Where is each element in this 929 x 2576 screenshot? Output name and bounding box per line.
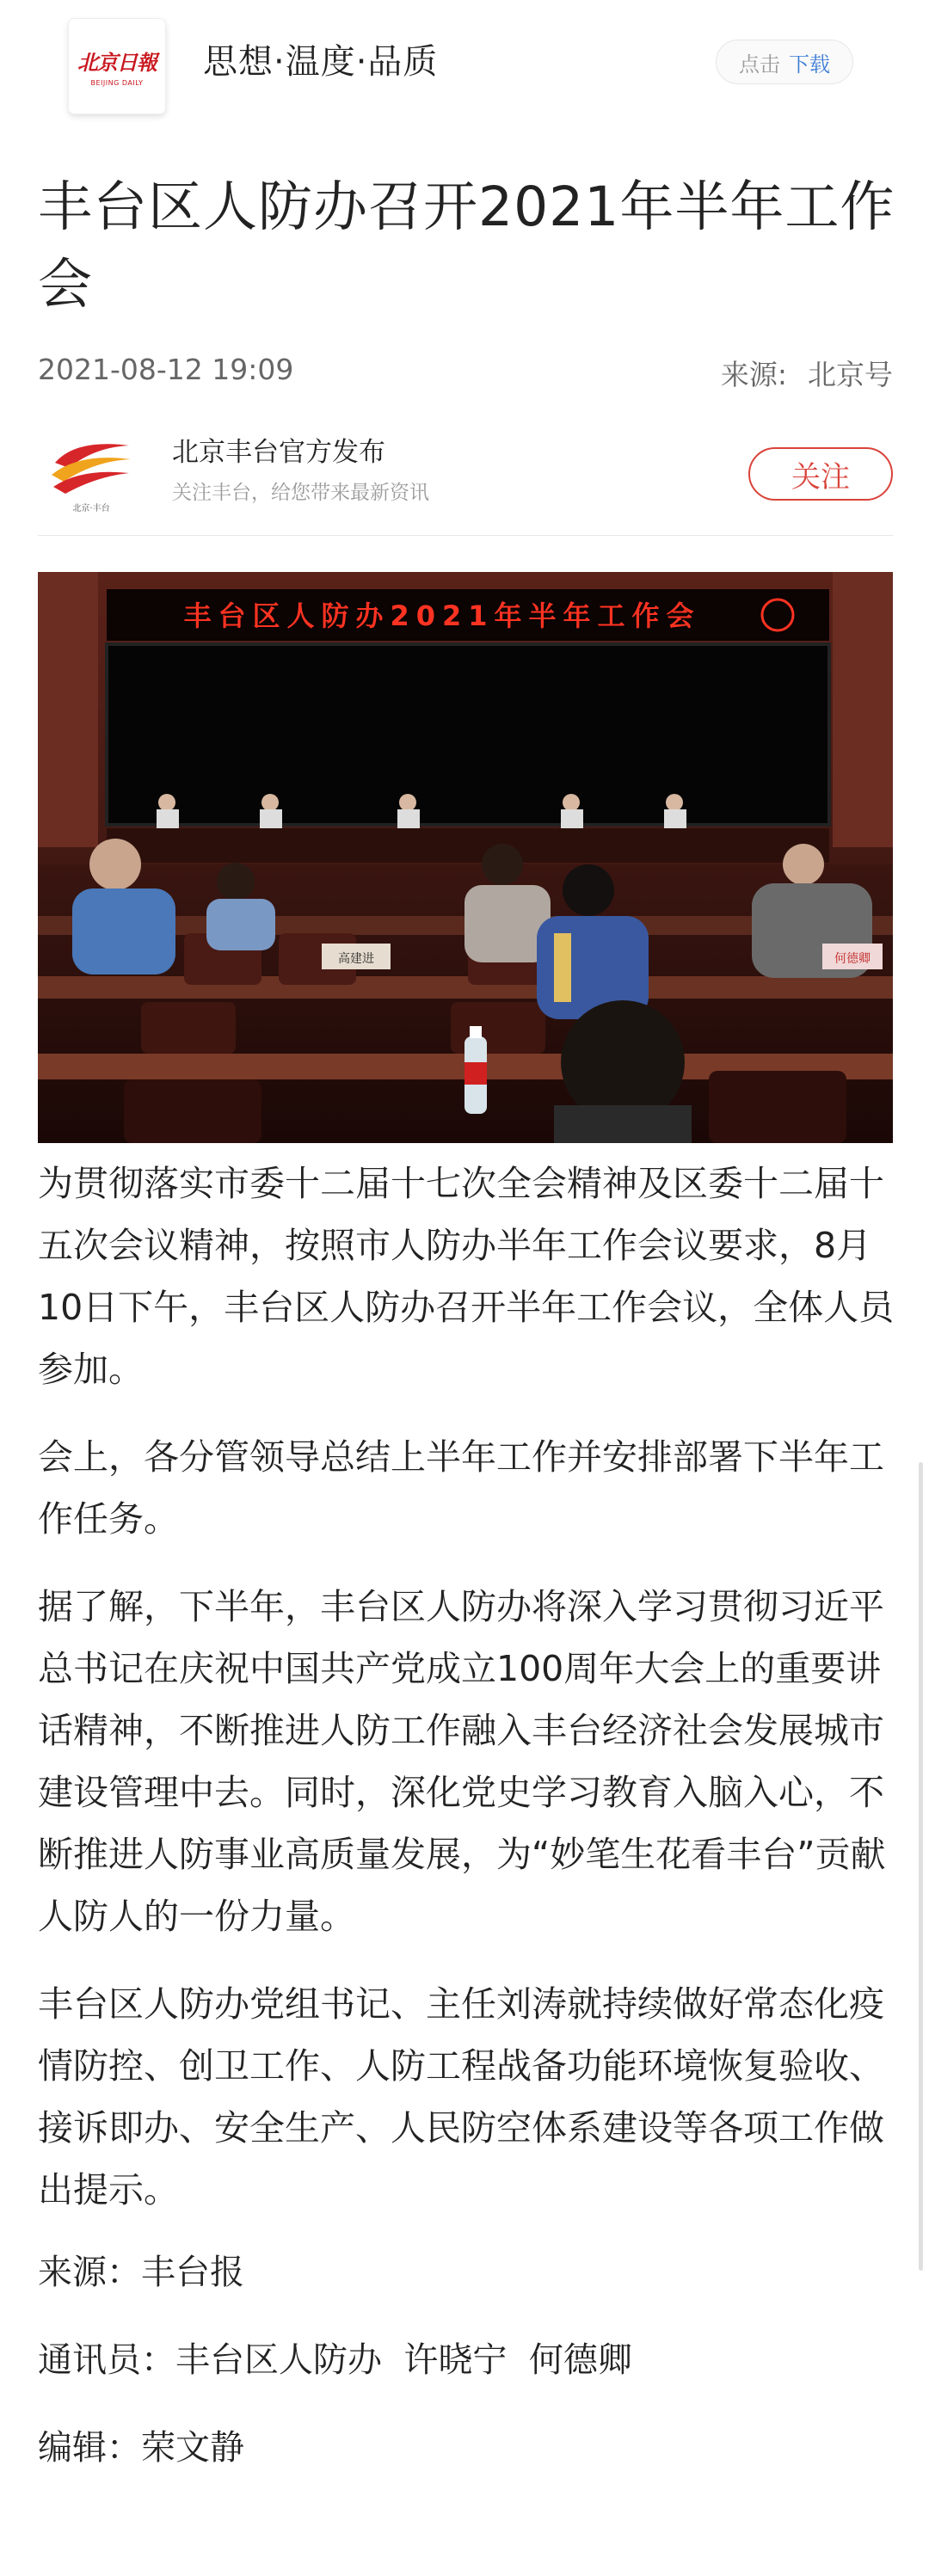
banner-text: 丰台区人防办2021年半年工作会 <box>183 599 701 632</box>
download-prefix: 点击 <box>739 52 780 77</box>
beijing-daily-logo[interactable] <box>69 19 165 114</box>
credit-source: 来源：丰台报 <box>38 2253 244 2292</box>
article-meta <box>38 353 893 394</box>
slogan: 思想·温度·品质 <box>203 42 439 82</box>
account-description: 关注丰台，给您带来最新资讯 <box>172 482 429 504</box>
article-body <box>38 1153 895 2510</box>
divider <box>38 535 893 536</box>
credit-reporters: 通讯员：丰台区人防办 许晓宁 何德卿 <box>38 2340 632 2380</box>
download-label: 下载 <box>789 52 830 77</box>
fengtai-logo-icon <box>50 433 132 501</box>
paragraph: 会上，各分管领导总结上半年工作并安排部署下半年工作任务。 <box>38 1436 884 1540</box>
nameplate-text: 何德卿 <box>834 952 871 966</box>
download-button[interactable] <box>716 40 853 84</box>
meeting-photo <box>38 572 893 1143</box>
article-title: 丰台区人防办召开2021年半年工作会 <box>38 175 895 316</box>
follow-button[interactable]: 关注 <box>748 447 893 501</box>
source-label: 来源: <box>720 358 787 391</box>
account-card[interactable] <box>38 421 893 533</box>
source-name: 北京号 <box>808 358 893 391</box>
article-photo[interactable] <box>38 572 893 1143</box>
account-logo-caption: 北京·丰台 <box>72 504 110 513</box>
publish-date: 2021-08-12 19:09 <box>38 353 294 386</box>
paragraph: 据了解，下半年，丰台区人防办将深入学习贯彻习近平总书记在庆祝中国共产党成立100周年大会上的重要讲话精神，不断推进人防工作融入丰台经济社会发展城市建设管理中去。同时，深化党史学习教育入脑入心，不断推进人防事业高质量发展，为“妙笔生花看丰台”贡献人防人的一份力量。 <box>38 1586 886 1937</box>
logo-subtext: BEIJING DAILY <box>90 79 144 87</box>
source <box>721 353 893 393</box>
nameplate-text: 高建进 <box>338 952 374 966</box>
account-logo[interactable] <box>50 433 132 516</box>
logo-text: 北京日報 <box>77 50 157 75</box>
top-bar <box>0 0 929 129</box>
account-name[interactable]: 北京丰台官方发布 <box>172 437 385 468</box>
scrollbar[interactable] <box>919 1462 923 2271</box>
credit-editor: 编辑：荣文静 <box>38 2428 244 2468</box>
paragraph: 丰台区人防办党组书记、主任刘涛就持续做好常态化疫情防控、创卫工作、人防工程战备功能环境恢复验收、接诉即办、安全生产、人民防空体系建设等各项工作做出提示。 <box>38 1983 884 2210</box>
paragraph: 为贯彻落实市委十二届十七次全会精神及区委十二届十五次会议精神，按照市人防办半年工作会议要求，8月10日下午，丰台区人防办召开半年工作会议，全体人员参加。 <box>38 1163 895 1390</box>
